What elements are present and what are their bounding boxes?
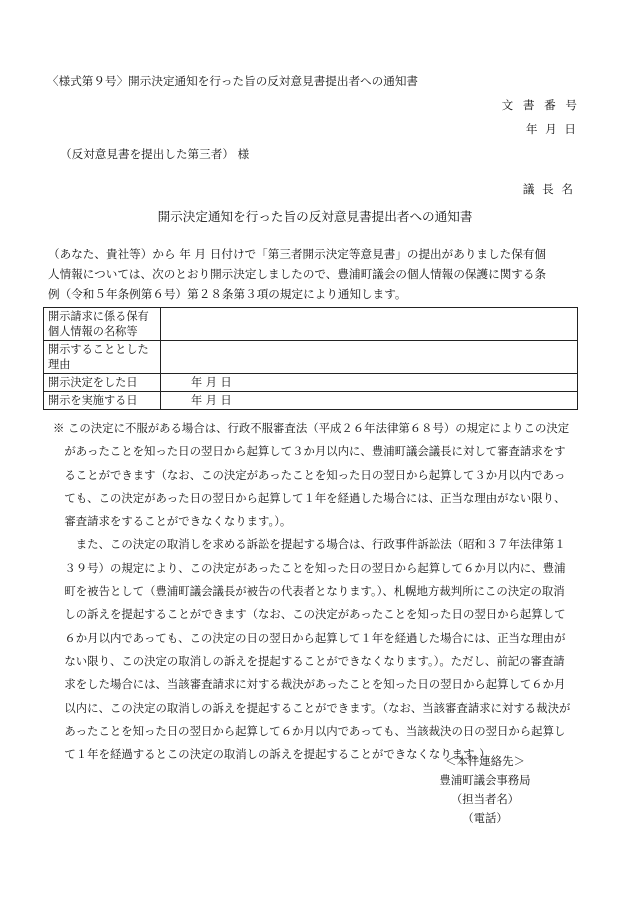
notice-line: ３９号）の規定により、この決定があったことを知った日の翌日から起算して６か月以内に、豊浦 [53,560,566,575]
form-number: 〈様式第９号〉開示決定通知を行った旨の反対意見書提出者への通知書 [47,74,419,88]
document-title: 開示決定通知を行った旨の反対意見書提出者への通知書 [157,209,473,224]
label-line: 開示決定をした日 [48,376,138,389]
contact-office: 豊浦町議会事務局 [439,773,531,787]
table-row [44,374,578,392]
table-value: 年 月 日 [161,374,578,392]
intro-paragraph [48,244,588,305]
table-value: 年 月 日 [161,392,578,410]
table-row [44,341,578,374]
notice-line: 求をした場合には、当該審査請求に対する裁決があったことを知った日の翌日から起算して６か月 [53,677,566,692]
contact-block [420,752,550,828]
intro-line: （あなた、貴社等）から 年 月 日付けで「第三者開示決定等意見書」の提出がありました保有個 [48,247,546,261]
notice-line: ない限り、この決定の取消しの訴えを提起することができなくなります。）。ただし、前記の審査請 [53,653,565,668]
table-row [44,308,578,341]
contact-person: （担当者名） [450,792,520,806]
notice-line: 町を被告として（豊浦町議会議長が被告の代表者となります。）、札幌地方裁判所にこの決定の取消 [53,584,565,599]
issue-date: 年 月 日 [525,122,578,136]
intro-line: 人情報については、次のとおり開示決定しましたので、豊浦町議会の個人情報の保護に関する条 [48,267,547,282]
notice-line: しの訴えを提起することができます（なお、この決定があったことを知った日の翌日から起算して [53,607,566,622]
table-label [44,308,161,341]
label-line: 開示請求に係る保有 [48,310,149,323]
chairperson-name: 議 長 名 [522,182,575,196]
notice-line: ※ この決定に不服がある場合は、行政不服審査法（平成２６年法律第６８号）の規定によりこの決定 [53,421,570,435]
contact-heading: ＜本件連絡先＞ [445,754,525,768]
intro-line: 例（令和５年条例第６号）第２８条第３項の規定により通知します。 [48,287,407,302]
table-label [44,374,161,392]
appeal-notice [53,417,593,766]
table-label [44,392,161,410]
notice-line: があったことを知った日の翌日から起算して３か月以内に、豊浦町議会議長に対して審査請求をす [53,444,566,459]
contact-phone: （電話） [462,811,508,825]
notice-line: ることができます（なお、この決定があったことを知った日の翌日から起算して３か月以内であっ [53,467,566,482]
disclosure-info-table [43,307,578,410]
label-line: 理由 [48,358,71,371]
table-value [161,341,578,374]
table-row [44,392,578,410]
notice-line: 審査請求をすることができなくなります。）。 [53,514,292,529]
notice-line: 以内に、この決定の取消しの訴えを提起することができます。（なお、当該審査請求に対する裁決が [53,700,571,715]
label-line: 開示することとした [48,343,149,356]
notice-line: また、この決定の取消しを求める訴訟を提起する場合は、行政事件訴訟法（昭和３７年法律第１ [53,537,566,552]
notice-line: あったことを知った日の翌日から起算して６か月以内であっても、当該裁決の日の翌日から起算し [53,723,566,738]
addressee: （反対意見書を提出した第三者） 様 [60,147,250,161]
document-number: 文 書 番 号 [501,98,580,112]
table-label [44,341,161,374]
notice-line: て１年を経過するとこの決定の取消しの訴えを提起することができなくなります。） [53,747,491,762]
label-line: 個人情報の名称等 [48,325,138,338]
table-value [161,308,578,341]
label-line: 開示を実施する日 [48,394,138,407]
notice-line: ６か月以内であっても、この決定の日の翌日から起算して１年を経過した場合には、正当な理由が [53,630,566,645]
notice-line: ても、この決定があった日の翌日から起算して１年を経過した場合には、正当な理由がない限り、 [53,490,566,505]
